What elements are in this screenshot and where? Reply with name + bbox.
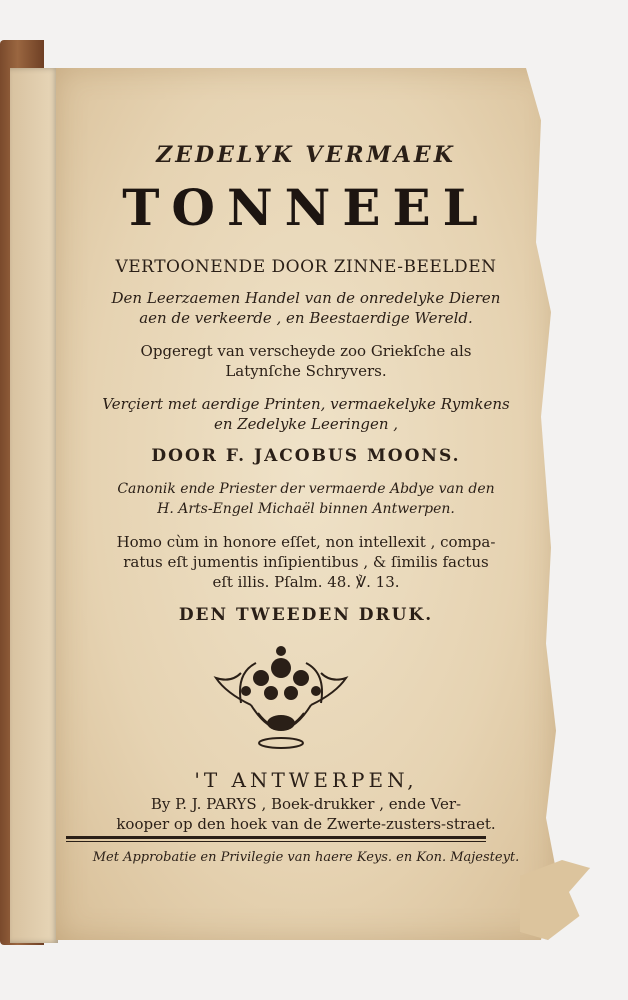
divider-rule bbox=[66, 836, 486, 839]
sources-line-1: Opgeregt van verscheyde zoo Griekſche als bbox=[140, 342, 472, 360]
printer-line-2: kooper op den hoek van de Zwerte-zusters-straet. bbox=[116, 815, 496, 833]
latin-quote-line-1: Homo cùm in honore eſſet, non intellexit , compa- bbox=[116, 533, 496, 551]
book bbox=[0, 40, 600, 945]
sources-line-2: Latynſche Schryvers. bbox=[225, 362, 387, 380]
divider-rule-thin bbox=[66, 841, 486, 842]
edition-line: DEN TWEEDEN DRUK. bbox=[178, 605, 434, 625]
latin-quote-line-2: ratus eſt jumentis inſipientibus , & ſimilis factus bbox=[123, 553, 489, 571]
subtitle: VERTOONENDE DOOR ZINNE-BEELDEN bbox=[115, 257, 497, 277]
author-title-line-1: Canonik ende Priester der vermaerde Abdye van den bbox=[117, 481, 495, 497]
main-title: TONNEEL bbox=[122, 178, 490, 237]
approbation-line: Met Approbatie en Privilegie van haere Keys. en Kon. Majesteyt. bbox=[92, 850, 520, 865]
description-line-2: aen de verkeerde , en Beestaerdige Wereld. bbox=[139, 309, 473, 327]
latin-quote-line-3: eſt illis. Pſalm. 48. ℣. 13. bbox=[212, 573, 400, 591]
illustrations-line-1: Verçiert met aerdige Printen, vermaekelyke Rymkens bbox=[102, 395, 510, 413]
flower-vase-ornament-icon bbox=[196, 643, 366, 753]
place-of-publication: 'T ANTWERPEN, bbox=[194, 768, 418, 792]
printer-line-1: By P. J. PARYS , Boek-drukker , ende Ver- bbox=[150, 795, 462, 813]
title-page-text bbox=[56, 68, 556, 940]
illustrations-line-2: en Zedelyke Leeringen , bbox=[213, 415, 399, 433]
series-title: ZEDELYK VERMAEK bbox=[156, 142, 456, 168]
book-page-stack bbox=[10, 68, 58, 943]
author-title-line-2: H. Arts-Engel Michaël binnen Antwerpen. bbox=[157, 501, 455, 517]
author-line: DOOR F. JACOBUS MOONS. bbox=[151, 446, 461, 466]
description-line-1: Den Leerzaemen Handel van de onredelyke Dieren bbox=[111, 289, 501, 307]
